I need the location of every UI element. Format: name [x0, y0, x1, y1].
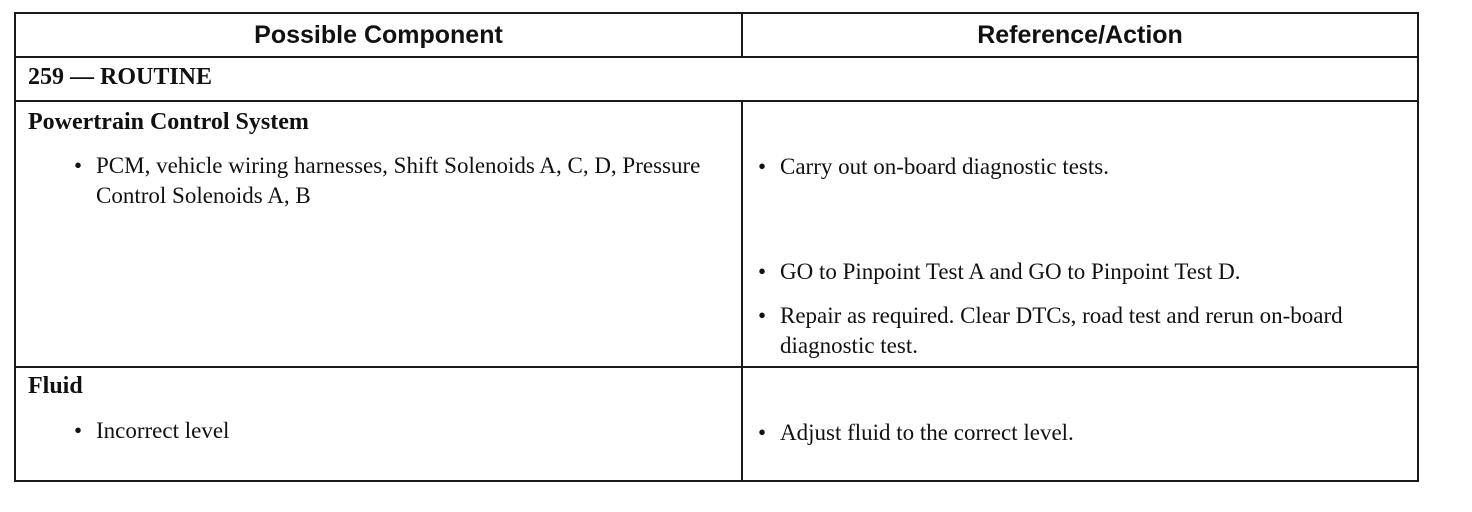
action-bullet: [758, 418, 1398, 448]
component-bullet: [74, 416, 724, 446]
diagnostic-table: [14, 12, 1419, 482]
column-divider-body: [741, 100, 743, 480]
section-title-powertrain: Powertrain Control System: [28, 109, 309, 135]
section-divider: [16, 366, 1417, 368]
action-text: Carry out on-board diagnostic tests.: [780, 154, 1109, 179]
component-bullet: [74, 151, 724, 211]
bullet-icon: •: [758, 303, 767, 328]
action-bullet: [758, 257, 1398, 287]
bullet-icon: •: [74, 153, 83, 178]
bullet-icon: •: [74, 418, 83, 443]
routine-divider: [16, 100, 1417, 102]
bullet-icon: •: [758, 259, 767, 284]
action-text: Repair as required. Clear DTCs, road test and rerun on-board diagnostic test.: [780, 303, 1343, 358]
component-text: PCM, vehicle wiring harnesses, Shift Solenoids A, C, D, Pressure Control Solenoids A, B: [96, 153, 701, 208]
action-text: GO to Pinpoint Test A and GO to Pinpoint Test D.: [780, 259, 1241, 284]
action-bullet: [758, 301, 1398, 361]
bullet-icon: •: [758, 154, 767, 179]
routine-label: 259 — ROUTINE: [28, 64, 213, 90]
header-possible-component: Possible Component: [254, 21, 503, 49]
bullet-icon: •: [758, 420, 767, 445]
component-text: Incorrect level: [96, 418, 230, 443]
section-title-fluid: Fluid: [28, 373, 83, 399]
action-text: Adjust fluid to the correct level.: [780, 420, 1074, 445]
action-bullet: [758, 152, 1398, 182]
header-reference-action: Reference/Action: [977, 21, 1183, 49]
